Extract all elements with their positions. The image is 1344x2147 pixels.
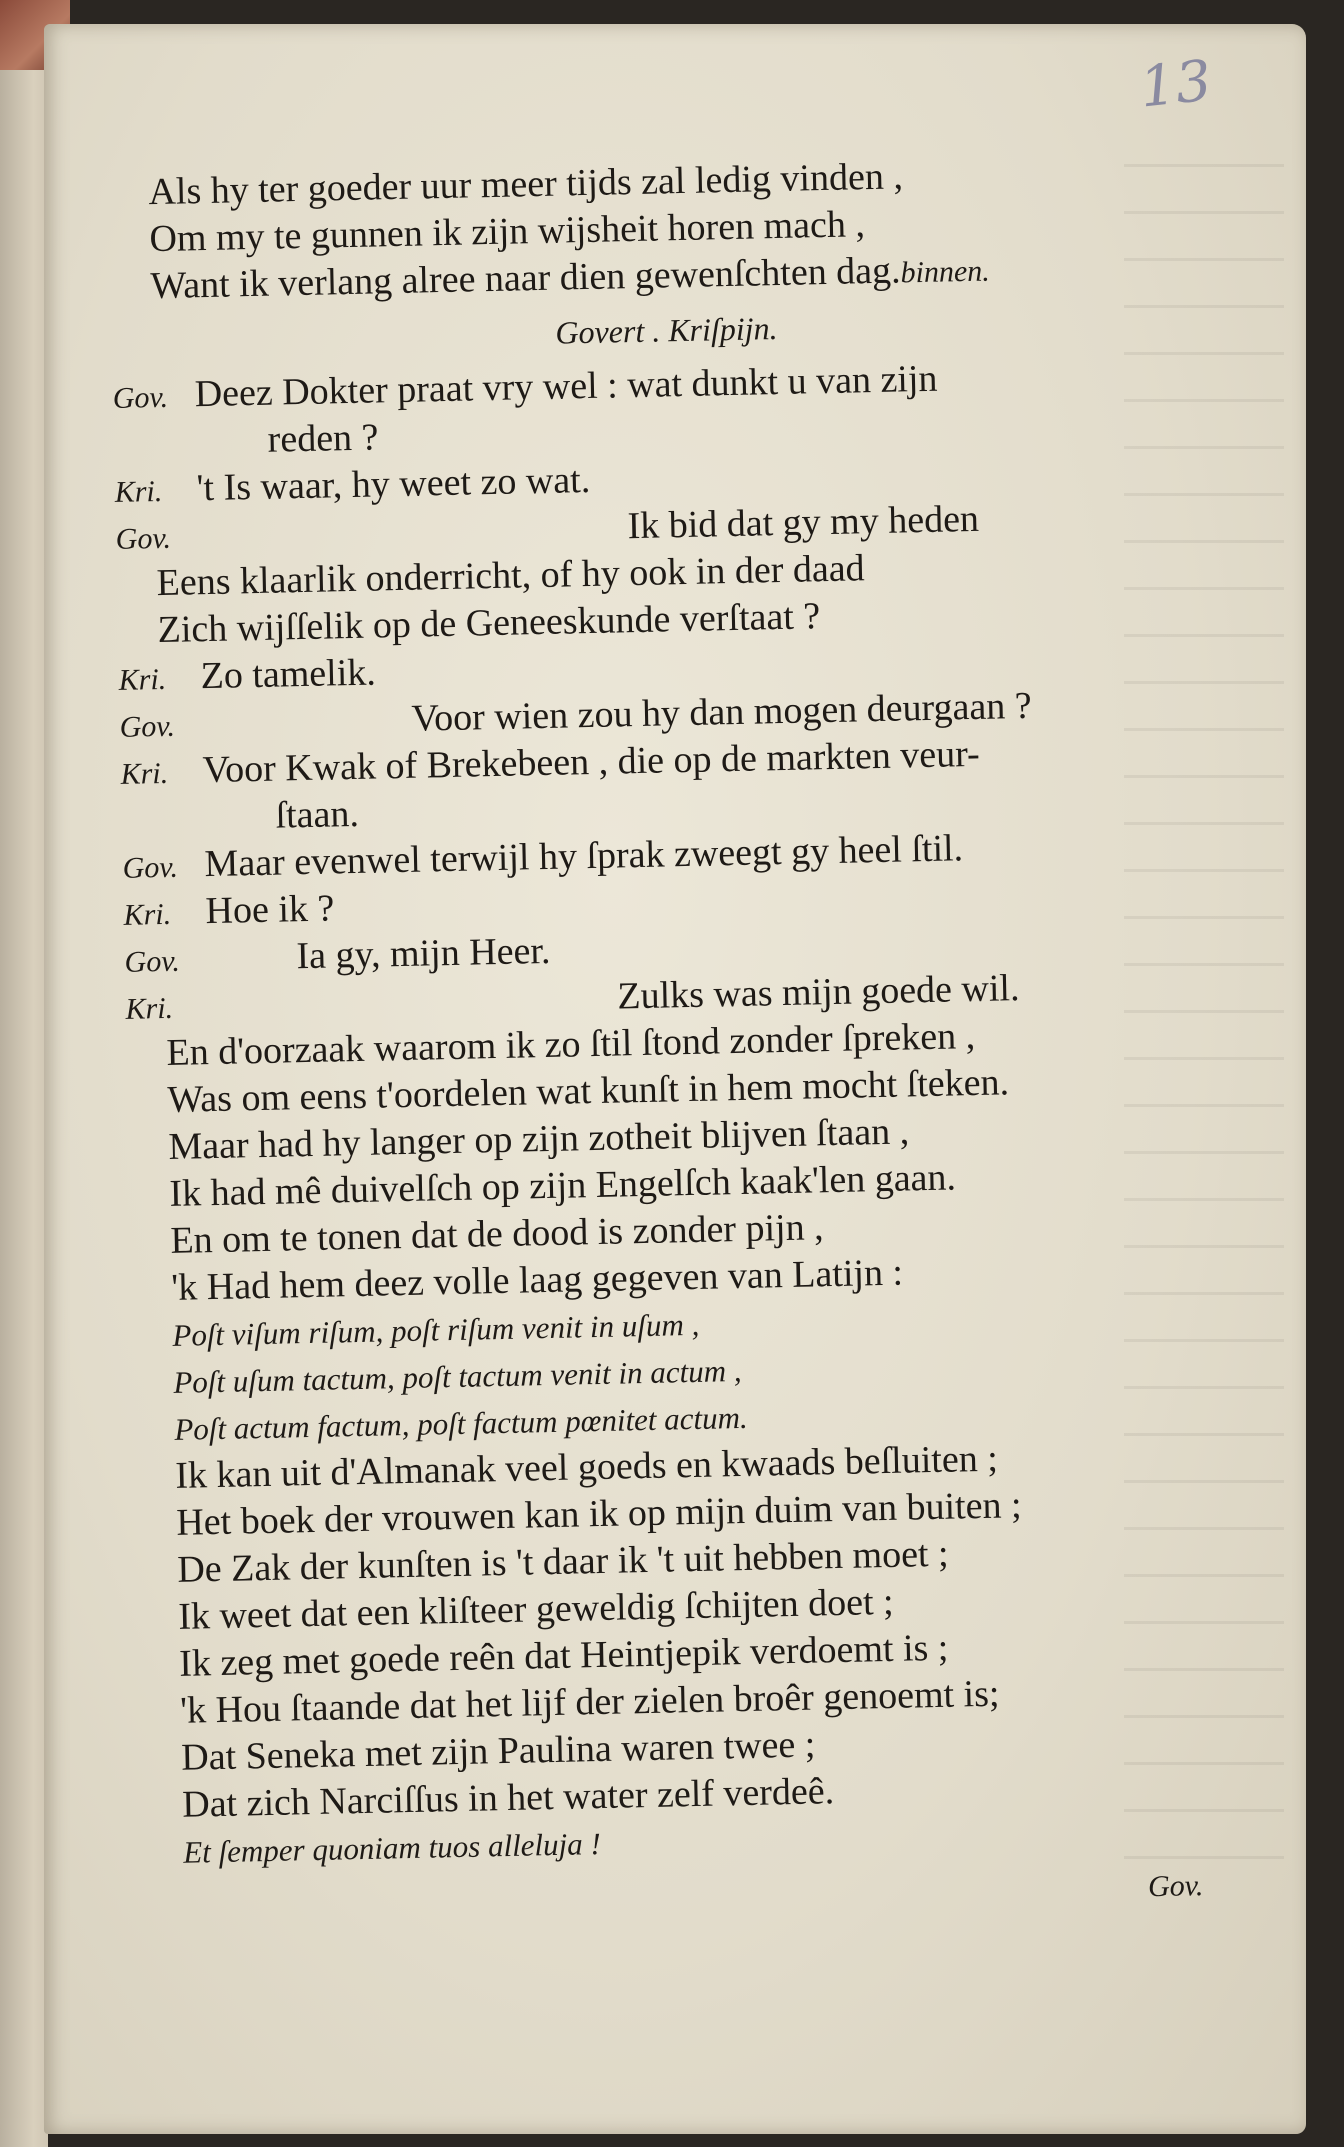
speaker-label: Gov.: [112, 380, 169, 415]
speaker-label: Gov.: [115, 521, 172, 556]
line-text: Maar had hy langer op zijn zotheit blijven ſtaan ,: [168, 1110, 910, 1168]
line-text: 'k Had hem deez volle laag gegeven van Latijn :: [170, 1251, 904, 1309]
speaker-label: Gov.: [119, 709, 176, 744]
line-text: Dat Seneka met zijn Paulina waren twee ;: [180, 1723, 816, 1779]
line-text: De Zak der kunſten is 't daar ik 't uit hebben moet ;: [176, 1532, 949, 1591]
line-text: Ik had mê duivelſch op zijn Engelſch kaak'len gaan.: [169, 1156, 957, 1215]
line-text: Voor Kwak of Brekebeen , die op de markten veur-: [202, 732, 981, 792]
line-text: Het boek der vrouwen kan ik op mijn duim van buiten ;: [175, 1484, 1022, 1544]
line-text: Poſt actum factum, poſt factum pœnitet actum.: [174, 1399, 749, 1447]
speaker-label: Kri.: [114, 474, 163, 509]
line-text: Deez Dokter praat vry wel : wat dunkt u van zijn: [194, 357, 938, 416]
line-text: Maar evenwel terwijl hy ſprak zweegt gy heel ſtil.: [204, 827, 964, 886]
speaker-label: Kri.: [118, 662, 167, 697]
line-text: Eens klaarlik onderricht, of hy ook in der daad: [156, 547, 865, 605]
line-text: Voor wien zou hy dan mogen deurgaan ?: [411, 684, 1033, 740]
line-text: 't Is waar, hy weet zo wat.: [196, 458, 591, 510]
play-text-block: [108, 147, 1254, 1877]
line-text: Hoe ik ?: [205, 887, 335, 933]
line-text: Ia gy, mijn Heer.: [296, 929, 551, 978]
line-text: En d'oorzaak waarom ik zo ſtil ſtond zonder ſpreken ,: [166, 1015, 976, 1074]
line-text: Poſt uſum tactum, poſt tactum venit in actum ,: [173, 1352, 742, 1400]
line-text: Om my te gunnen ik zijn wijsheit horen mach ,: [149, 203, 866, 261]
speaker-label: Kri.: [120, 756, 169, 791]
line-text: Was om eens t'oordelen wat kunſt in hem mocht ſteken.: [167, 1061, 1010, 1121]
line-text: Zich wijſſelik op de Geneeskunde verſtaat ?: [157, 595, 821, 652]
speaker-label: Kri.: [125, 991, 174, 1026]
line-text: Poſt viſum riſum, poſt riſum venit in uſum ,: [172, 1306, 700, 1353]
speaker-label: Gov.: [122, 850, 179, 885]
line-text: En om te tonen dat de dood is zonder pijn ,: [170, 1206, 825, 1262]
line-text: reden ?: [267, 416, 379, 461]
speaker-label: Kri.: [123, 897, 172, 932]
line-text: Zulks was mijn goede wil.: [616, 967, 1020, 1018]
line-text: Want ik verlang alree naar dien gewenſchten dag.: [150, 249, 901, 308]
line-text: Ik bid dat gy my heden: [627, 497, 980, 548]
line-text: Ik zeg met goede reên dat Heintjepik verdoemt is ;: [178, 1626, 949, 1685]
speaker-label: Gov.: [124, 944, 181, 979]
line-text: Dat zich Narciſſus in het water zelf verdeê.: [181, 1770, 835, 1826]
line-text: Ik weet dat een kliſteer geweldig ſchijten doet ;: [177, 1580, 895, 1638]
line-text: Als hy ter goeder uur meer tijds zal ledig vinden ,: [148, 155, 904, 214]
stage-direction: binnen.: [900, 254, 991, 290]
line-text: 'k Hou ſtaande dat het lijf der zielen broêr genoemt is;: [179, 1672, 1000, 1732]
line-text: Govert . Kriſpijn.: [555, 310, 778, 351]
line-text: Et ſemper quoniam tuos alleluja !: [182, 1826, 602, 1870]
catchword: Gov.: [1147, 1869, 1204, 1904]
page-folio-number: 13: [1136, 48, 1215, 121]
line-text: ſtaan.: [275, 792, 360, 837]
line-text: Ik kan uit d'Almanak veel goeds en kwaads beſluiten ;: [174, 1437, 999, 1497]
facing-page-edge: [0, 60, 48, 2147]
line-text: Zo tamelik.: [200, 651, 377, 698]
